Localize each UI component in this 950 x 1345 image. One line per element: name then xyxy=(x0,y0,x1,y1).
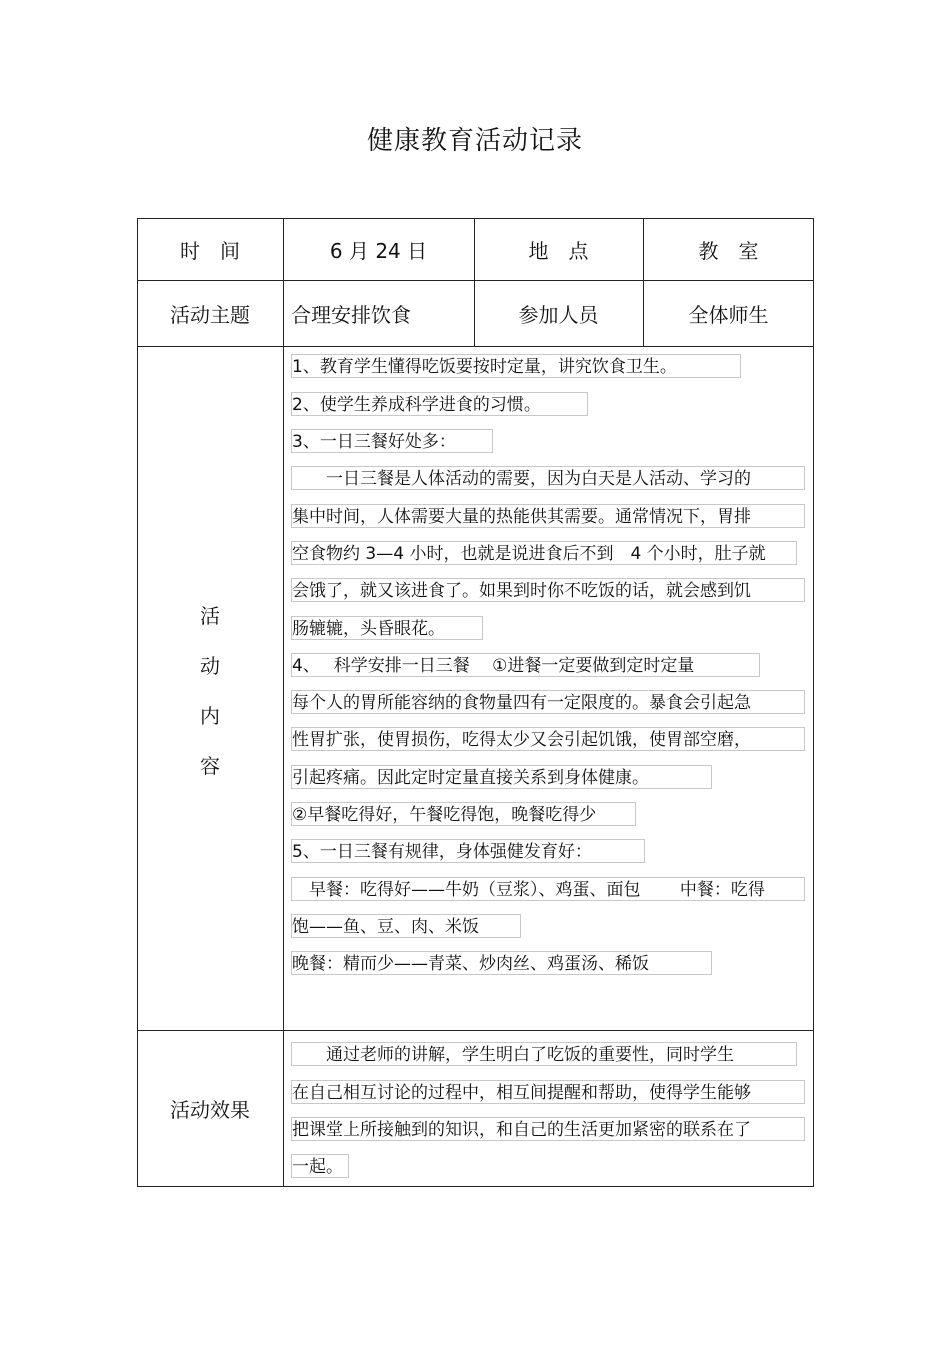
page-title: 健康教育活动记录 xyxy=(366,126,583,156)
effect-line: 一起。 xyxy=(291,1154,349,1178)
content-line: 早餐：吃得好——牛奶（豆浆）、鸡蛋、面包 中餐：吃得 xyxy=(291,877,805,901)
content-line: 晚餐：精而少——青菜、炒肉丝、鸡蛋汤、稀饭 xyxy=(291,951,712,975)
row-divider xyxy=(137,346,814,347)
effect-line: 把课堂上所接触到的知识，和自己的生活更加紧密的联系在了 xyxy=(291,1117,805,1141)
content-label xyxy=(137,596,283,796)
content-line: 1、教育学生懂得吃饭要按时定量，讲究饮食卫生。 xyxy=(291,354,741,378)
content-label-char: 容 xyxy=(200,754,220,778)
time-value: 6 月 24 日 xyxy=(329,238,428,263)
participants-value: 全体师生 xyxy=(688,302,769,327)
content-label-char: 动 xyxy=(200,654,220,678)
place-label: 地 点 xyxy=(528,238,589,263)
content-line: 一日三餐是人体活动的需要，因为白天是人活动、学习的 xyxy=(291,466,805,490)
content-line: 饱——鱼、豆、肉、米饭 xyxy=(291,914,521,938)
effect-line: 在自己相互讨论的过程中，相互间提醒和帮助，使得学生能够 xyxy=(291,1080,805,1104)
content-line: 引起疼痛。因此定时定量直接关系到身体健康。 xyxy=(291,765,712,789)
content-line: 2、使学生养成科学进食的习惯。 xyxy=(291,392,588,416)
content-line: ②早餐吃得好，午餐吃得饱，晚餐吃得少 xyxy=(291,802,636,826)
content-line: 4、 科学安排一日三餐 ①进餐一定要做到定时定量 xyxy=(291,653,760,677)
content-line: 每个人的胃所能容纳的食物量四有一定限度的。暴食会引起急 xyxy=(291,690,805,714)
content-line: 5、一日三餐有规律，身体强健发育好： xyxy=(291,839,645,863)
theme-label: 活动主题 xyxy=(170,302,250,327)
theme-value: 合理安排饮食 xyxy=(291,302,411,327)
content-label-char: 活 xyxy=(200,604,220,628)
content-line: 集中时间，人体需要大量的热能供其需要。通常情况下，胃排 xyxy=(291,504,805,528)
column-divider xyxy=(283,218,284,1187)
content-line: 3、一日三餐好处多： xyxy=(291,429,493,453)
effect-line: 通过老师的讲解，学生明白了吃饭的重要性，同时学生 xyxy=(291,1042,797,1066)
time-label: 时 间 xyxy=(180,238,240,263)
content-line: 会饿了，就又该进食了。如果到时你不吃饭的话，就会感到饥 xyxy=(291,578,805,602)
place-value: 教 室 xyxy=(698,238,759,263)
effect-label: 活动效果 xyxy=(170,1098,250,1122)
content-line: 肠辘辘，头昏眼花。 xyxy=(291,616,483,640)
participants-label: 参加人员 xyxy=(518,302,599,327)
content-line: 空食物约 3—4 小时，也就是说进食后不到 4 个小时，肚子就 xyxy=(291,541,797,565)
content-label-char: 内 xyxy=(200,704,220,728)
content-line: 性胃扩张，使胃损伤，吃得太少又会引起饥饿，使胃部空磨， xyxy=(291,727,805,751)
